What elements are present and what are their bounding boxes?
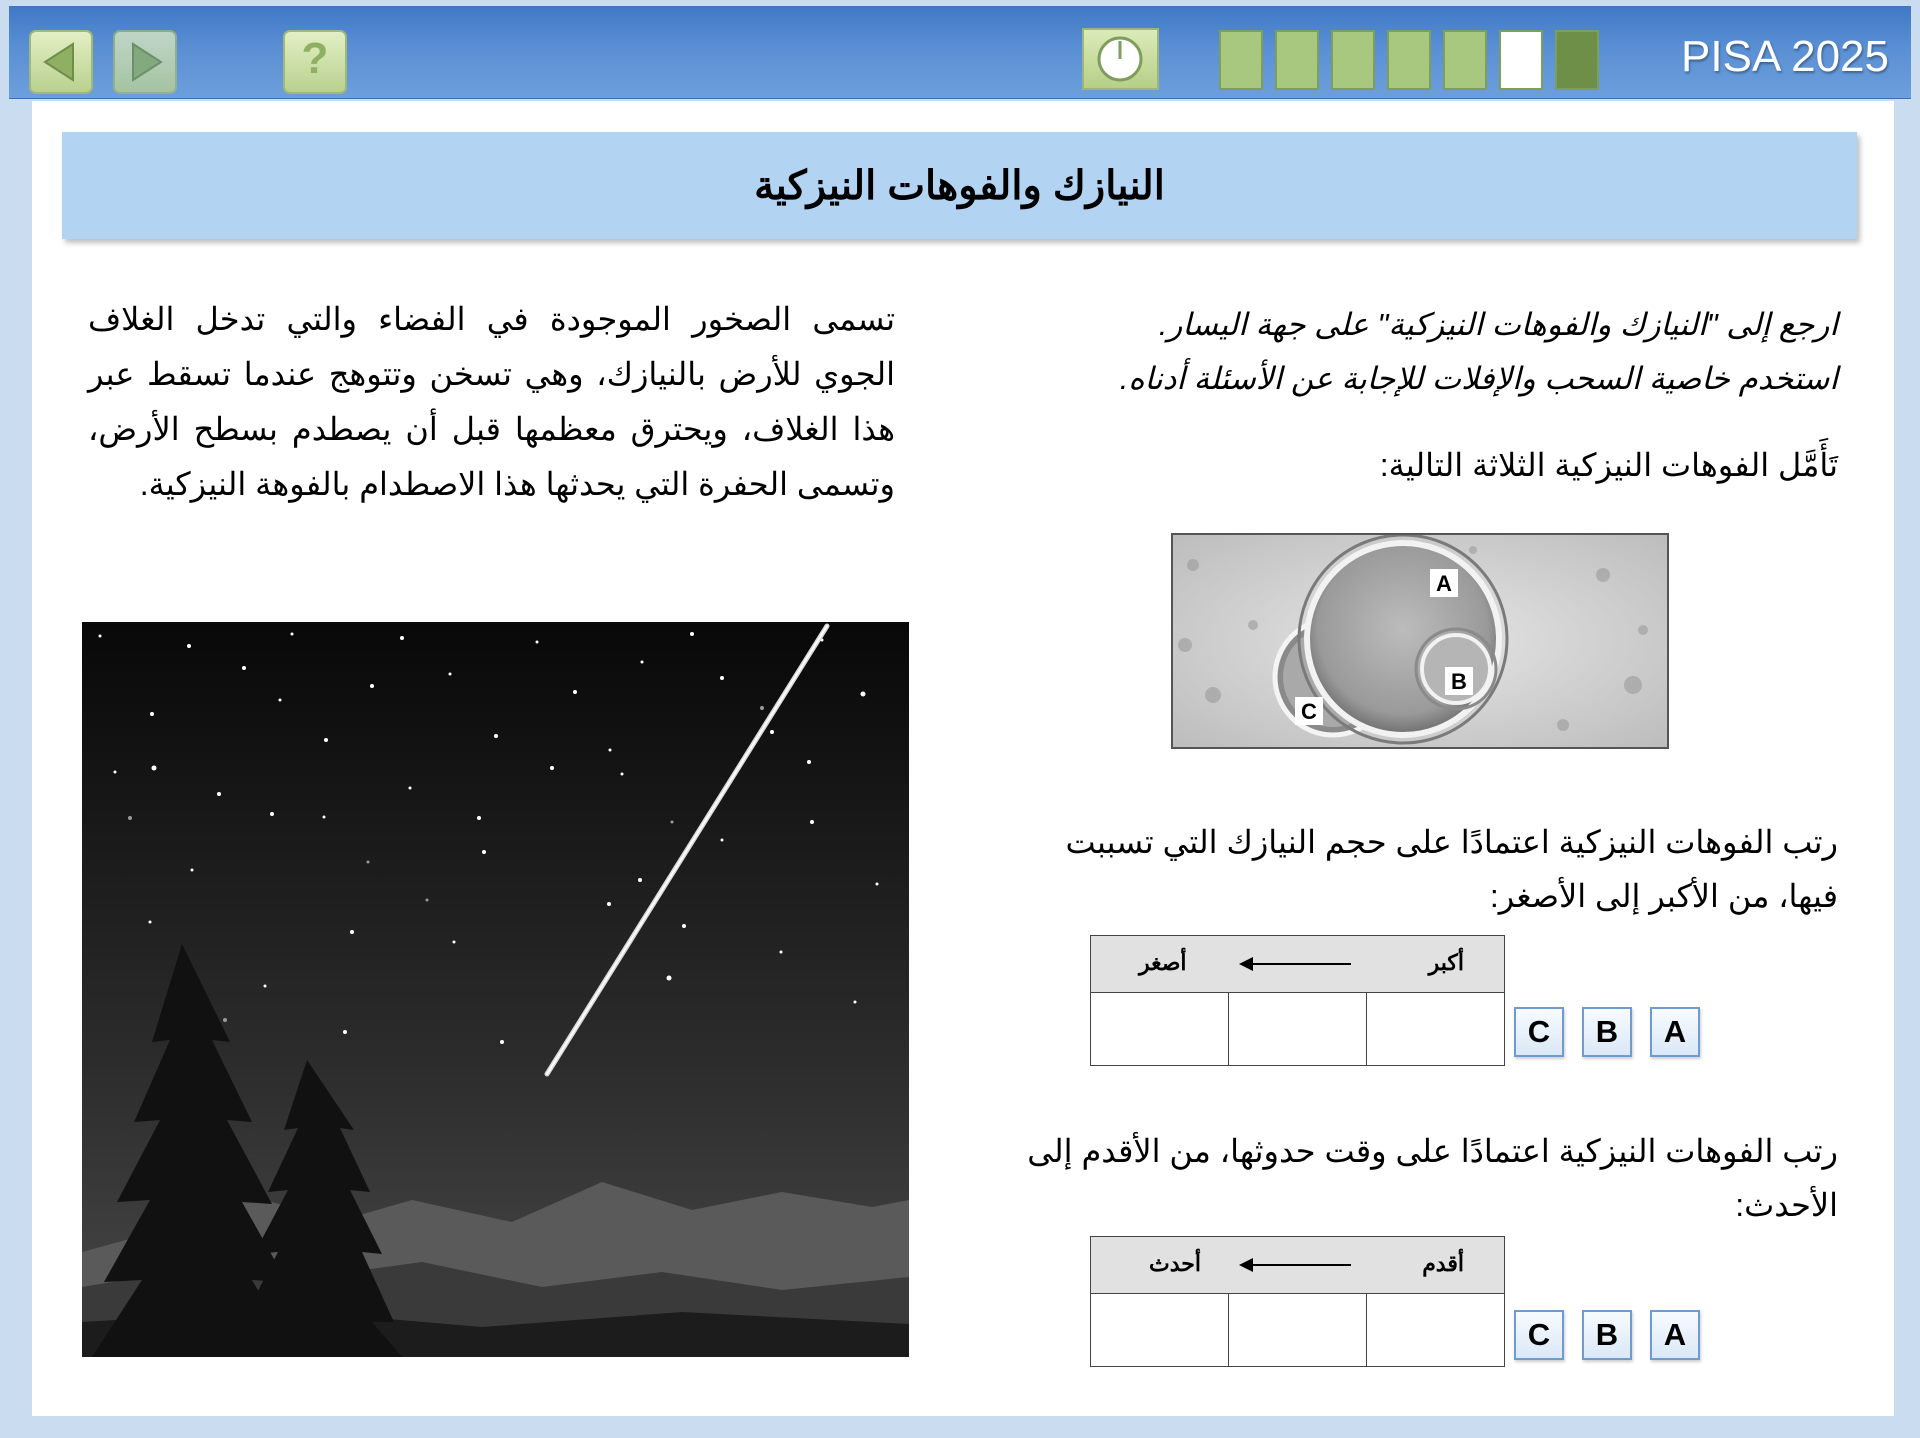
progress-step-current bbox=[1499, 30, 1543, 90]
crater-label-b: B bbox=[1451, 669, 1467, 694]
progress-indicator bbox=[1219, 30, 1599, 90]
progress-step bbox=[1443, 30, 1487, 90]
smallest-label: أصغر bbox=[1139, 950, 1187, 975]
time-answer-chips bbox=[1514, 1310, 1700, 1360]
draggable-chip-c[interactable]: C bbox=[1514, 1310, 1564, 1360]
size-order-table bbox=[1090, 935, 1505, 1066]
draggable-chip-b[interactable]: B bbox=[1582, 1007, 1632, 1057]
crater-label-c: C bbox=[1301, 699, 1317, 724]
top-toolbar bbox=[9, 6, 1911, 99]
back-arrow-icon bbox=[31, 32, 91, 92]
back-button[interactable] bbox=[29, 30, 93, 94]
page-title: النيازك والفوهات النيزكية bbox=[754, 163, 1165, 208]
left-arrow-icon bbox=[1241, 963, 1351, 965]
progress-step bbox=[1387, 30, 1431, 90]
time-order-header bbox=[1091, 1237, 1505, 1294]
instructions bbox=[1010, 298, 1838, 406]
clock-icon bbox=[1084, 30, 1157, 88]
draggable-chip-c[interactable]: C bbox=[1514, 1007, 1564, 1057]
crater-image bbox=[1171, 533, 1669, 749]
unit-title-bar bbox=[62, 132, 1857, 239]
crater-label-a: A bbox=[1436, 571, 1452, 596]
oldest-label: أقدم bbox=[1422, 1251, 1464, 1276]
drop-slot[interactable] bbox=[1091, 1294, 1229, 1367]
progress-step bbox=[1219, 30, 1263, 90]
meteor-night-sky-image bbox=[82, 622, 909, 1357]
next-button[interactable] bbox=[113, 30, 177, 94]
drop-slot[interactable] bbox=[1367, 993, 1505, 1066]
help-icon: ? bbox=[301, 34, 329, 83]
draggable-chip-a[interactable]: A bbox=[1650, 1310, 1700, 1360]
size-answer-chips bbox=[1514, 1007, 1700, 1057]
crater-prompt: تَأَمَّل الفوهات النيزكية الثلاثة التالية: bbox=[1379, 447, 1838, 483]
largest-label: أكبر bbox=[1428, 950, 1464, 975]
question-time-order: رتب الفوهات النيزكية اعتمادًا على وقت حدوثها، من الأقدم إلى الأحدث: bbox=[1027, 1133, 1838, 1223]
draggable-chip-b[interactable]: B bbox=[1582, 1310, 1632, 1360]
progress-step bbox=[1275, 30, 1319, 90]
instruction-line: استخدم خاصية السحب والإفلات للإجابة عن الأسئلة أدناه. bbox=[1119, 361, 1838, 396]
stimulus-text: تسمى الصخور الموجودة في الفضاء والتي تدخل الغلاف الجوي للأرض بالنيازك، وهي تسخن وتتوهج عندما تسقط عبر هذا الغلاف، ويحترق معظمها قبل أن يصطدم بسطح الأرض، وتسمى الحفرة التي يحدثها هذا الاصطدام بالفوهة النيزكية. bbox=[88, 301, 895, 502]
size-order-header bbox=[1091, 936, 1505, 993]
time-order-table bbox=[1090, 1236, 1505, 1367]
drop-slot[interactable] bbox=[1367, 1294, 1505, 1367]
drop-slot[interactable] bbox=[1229, 993, 1367, 1066]
newest-label: أحدث bbox=[1149, 1251, 1201, 1276]
brand-title: PISA 2025 bbox=[1681, 32, 1889, 81]
question-size-order: رتب الفوهات النيزكية اعتمادًا على حجم النيازك التي تسببت فيها، من الأكبر إلى الأصغر: bbox=[1065, 824, 1838, 914]
progress-step bbox=[1331, 30, 1375, 90]
forward-arrow-icon bbox=[115, 32, 175, 92]
help-button[interactable] bbox=[283, 30, 347, 94]
drop-slot[interactable] bbox=[1091, 993, 1229, 1066]
draggable-chip-a[interactable]: A bbox=[1650, 1007, 1700, 1057]
progress-step bbox=[1555, 30, 1599, 90]
left-arrow-icon bbox=[1241, 1264, 1351, 1266]
timer-button[interactable] bbox=[1082, 28, 1159, 90]
instruction-line: ارجع إلى "النيازك والفوهات النيزكية" على جهة اليسار. bbox=[1158, 307, 1838, 342]
drop-slot[interactable] bbox=[1229, 1294, 1367, 1367]
